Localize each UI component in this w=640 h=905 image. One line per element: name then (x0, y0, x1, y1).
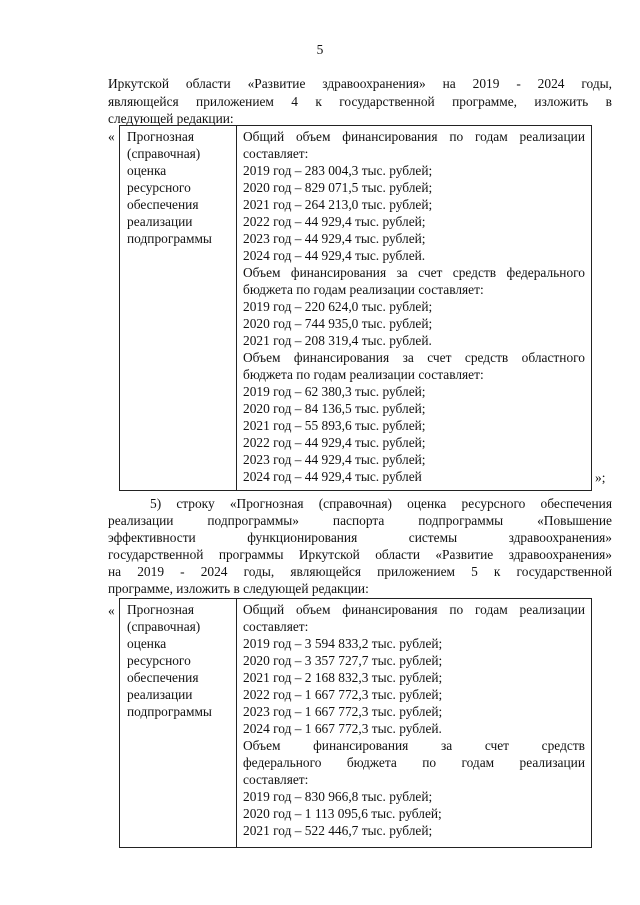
table1-open-quote: « (108, 129, 115, 144)
table1-content-line: бюджета по годам реализации составляет: (243, 282, 484, 297)
table1-label-line: ресурсного (127, 180, 191, 195)
item5-line-3: эффективности функционирования системы здравоохранения» (108, 530, 612, 545)
table2-content-line: 2021 год – 2 168 832,3 тыс. рублей; (243, 670, 443, 685)
item5-line-6: программе, изложить в следующей редакции: (108, 581, 369, 596)
item5-line-5: на 2019 - 2024 годы, являющейся приложением 5 к государственной (108, 564, 612, 579)
table2-content-line: составляет: (243, 619, 309, 634)
table1-content-line: 2020 год – 829 071,5 тыс. рублей; (243, 180, 433, 195)
table2-label-line: ресурсного (127, 653, 191, 668)
table1-content-line: 2021 год – 55 893,6 тыс. рублей; (243, 418, 426, 433)
table2-label-line: реализации (127, 687, 193, 702)
table2-label-line: (справочная) (127, 619, 201, 634)
table1-content-line: 2019 год – 62 380,3 тыс. рублей; (243, 384, 426, 399)
table2-financing (119, 598, 592, 848)
table1-financing (119, 125, 592, 491)
table1-label-line: подпрограммы (127, 231, 212, 246)
table2-label-line: оценка (127, 636, 167, 651)
table1-label-line: оценка (127, 163, 167, 178)
intro-line-1: Иркутской области «Развитие здравоохранения» на 2019 - 2024 годы, (108, 76, 612, 91)
page-number: 5 (316, 42, 324, 57)
table1-close-quote: »; (595, 470, 606, 485)
item5-line-1: 5) строку «Прогнозная (справочная) оценка ресурсного обеспечения (150, 496, 612, 511)
table2-content-line: 2022 год – 1 667 772,3 тыс. рублей; (243, 687, 443, 702)
table1-content-line: бюджета по годам реализации составляет: (243, 367, 484, 382)
table1-label-cell (120, 126, 237, 490)
table1-content-line: 2020 год – 744 935,0 тыс. рублей; (243, 316, 433, 331)
table1-content-line: 2019 год – 220 624,0 тыс. рублей; (243, 299, 433, 314)
table1-content-line: 2023 год – 44 929,4 тыс. рублей; (243, 231, 426, 246)
table1-content-line: 2021 год – 264 213,0 тыс. рублей; (243, 197, 433, 212)
table1-content-line: 2024 год – 44 929,4 тыс. рублей. (243, 248, 426, 263)
table1-content-line: 2022 год – 44 929,4 тыс. рублей; (243, 214, 426, 229)
table2-content-line: Объем финансирования за счет средств (243, 738, 585, 753)
table1-content-line: Объем финансирования за счет средств областного (243, 350, 585, 365)
table2-content-line: составляет: (243, 772, 309, 787)
table2-open-quote: « (108, 603, 115, 618)
table2-content-line: 2024 год – 1 667 772,3 тыс. рублей. (243, 721, 442, 736)
table1-content-line: 2020 год – 84 136,5 тыс. рублей; (243, 401, 426, 416)
item5-line-2: реализации подпрограммы» паспорта подпрограммы «Повышение (108, 513, 612, 528)
table1-content-line: 2022 год – 44 929,4 тыс. рублей; (243, 435, 426, 450)
item5-line-4: государственной программы Иркутской области «Развитие здравоохранения» (108, 547, 612, 562)
table2-label-cell (120, 599, 237, 847)
table2-content-line: федерального бюджета по годам реализации (243, 755, 585, 770)
table1-label-line: (справочная) (127, 146, 201, 161)
table1-label-line: реализации (127, 214, 193, 229)
table1-content-line: 2024 год – 44 929,4 тыс. рублей (243, 469, 422, 484)
table1-content-line: Объем финансирования за счет средств федерального (243, 265, 585, 280)
table2-content-line: 2021 год – 522 446,7 тыс. рублей; (243, 823, 433, 838)
table2-content-line: 2019 год – 3 594 833,2 тыс. рублей; (243, 636, 443, 651)
intro-line-3: следующей редакции: (108, 111, 234, 126)
table2-content-line: 2023 год – 1 667 772,3 тыс. рублей; (243, 704, 443, 719)
table1-content-line: 2021 год – 208 319,4 тыс. рублей. (243, 333, 432, 348)
table1-label-line: обеспечения (127, 197, 199, 212)
table2-content-line: 2020 год – 3 357 727,7 тыс. рублей; (243, 653, 443, 668)
table1-content-line: Общий объем финансирования по годам реализации (243, 129, 585, 144)
table2-label-line: обеспечения (127, 670, 199, 685)
table1-content-line: составляет: (243, 146, 309, 161)
table1-content-line: 2023 год – 44 929,4 тыс. рублей; (243, 452, 426, 467)
table1-content-line: 2019 год – 283 004,3 тыс. рублей; (243, 163, 433, 178)
table2-label-line: подпрограммы (127, 704, 212, 719)
table2-content-line: 2020 год – 1 113 095,6 тыс. рублей; (243, 806, 442, 821)
table2-content-line: 2019 год – 830 966,8 тыс. рублей; (243, 789, 433, 804)
table1-label-line: Прогнозная (127, 129, 194, 144)
table2-content-line: Общий объем финансирования по годам реализации (243, 602, 585, 617)
table2-label-line: Прогнозная (127, 602, 194, 617)
intro-line-2: являющейся приложением 4 к государственной программе, изложить в (108, 94, 612, 109)
